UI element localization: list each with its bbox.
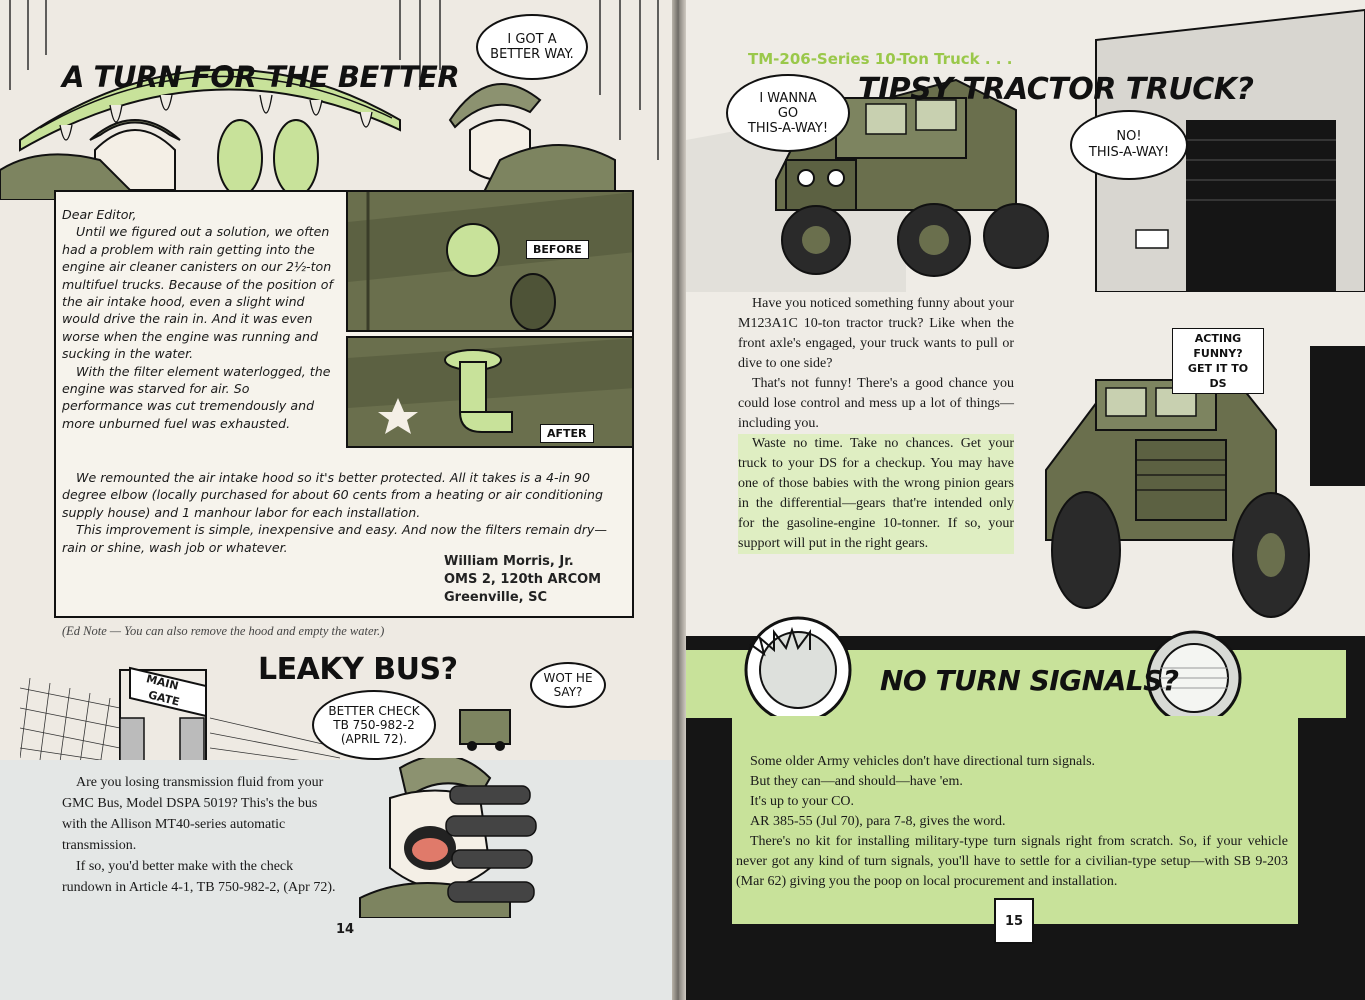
gate-sign-line-2: GATE (146, 688, 181, 709)
gate-sign-line-1: MAIN (144, 672, 180, 693)
truck-paragraph-1: Have you noticed something funny about your M123A1C 10-ton tractor truck? Like when the front axle's engaged, your truck wants to pull or dive to one side? (738, 296, 1014, 371)
acting-funny-line-1: ACTING FUNNY? (1193, 332, 1243, 360)
speech-bubble-wot: WOT HE SAY? (530, 662, 606, 708)
shouting-soldier-illustration (340, 758, 672, 918)
before-truck-illustration (348, 192, 634, 332)
tipsy-title: TIPSY TRACTOR TRUCK? (858, 72, 1254, 107)
bus-article-body (62, 772, 340, 898)
turn-line-3: It's up to your CO. (750, 794, 855, 809)
page-number-box (994, 898, 1034, 944)
speech-bubble-no: NO! THIS-A-WAY! (1070, 110, 1188, 180)
page-edge-tab (1310, 346, 1365, 486)
signature-unit: OMS 2, 120th ARCOM (444, 572, 602, 587)
acting-funny-sign (1172, 328, 1264, 394)
letter-paragraph-3: We remounted the air intake hood so it's better protected. All it takes is a 4-in 90 degree elbow (locally purchased for about 60 cents from a heating or air conditioning supply house) and 1 manhour labor for each installation. (62, 470, 603, 520)
letter-body-wide (62, 469, 628, 556)
letter-body-narrow (62, 206, 334, 432)
page-number-left: 14 (336, 922, 355, 937)
truck-paragraph-2: That's not funny! There's a good chance you could lose control and mess up a lot of things—including you. (738, 376, 1014, 431)
page-title: A TURN FOR THE BETTER (62, 60, 460, 94)
signature-name: William Morris, Jr. (444, 554, 574, 569)
truck-article-body (738, 294, 1014, 554)
truck-paragraph-3: Waste no time. Take no chances. Get your truck to your DS for a checkup. You may have one of those babies with the wrong pinion gears in the differential—gears that're intended only for the gasoline-engine 10-tonner. If so, your support will put in the right gears. (738, 434, 1014, 554)
letter-paragraph-4: This improvement is simple, inexpensive and easy. And now the filters remain dry—rain or shine, wash job or whatever. (62, 522, 607, 555)
turn-signals-title: NO TURN SIGNALS? (880, 664, 1179, 697)
turn-signals-body (732, 716, 1298, 924)
bus-paragraph-2: If so, you'd better make with the check rundown in Article 4-1, TB 750-982-2, (Apr 72). (62, 859, 336, 895)
turn-line-4: AR 385-55 (Jul 70), para 7-8, gives the word. (750, 814, 1006, 829)
article-kicker: TM-206-Series 10-Ton Truck . . . (748, 50, 1013, 68)
turn-line-1: Some older Army vehicles don't have directional turn signals. (750, 754, 1096, 769)
book-gutter (672, 0, 686, 1000)
left-page (0, 0, 672, 1000)
speech-bubble-wanna: I WANNA GO THIS-A-WAY! (726, 74, 850, 152)
letter-signature (444, 553, 634, 607)
broken-lamp-icon (736, 614, 860, 726)
after-label: AFTER (540, 424, 594, 443)
letter-paragraph-1: Until we figured out a solution, we often had a problem with rain getting into the engine air cleaner canisters on our 2½-ton multifuel trucks. Because of the position of the air intake hood, even a slight wind would drive the rain in. And it was even worse when the engine was running and sucking in the water. (62, 224, 333, 362)
before-photo (346, 190, 634, 332)
bus-section-title: LEAKY BUS? (258, 652, 458, 687)
speech-bubble-better-way: I GOT A BETTER WAY. (476, 14, 588, 80)
page-number-right: 15 (1004, 913, 1024, 929)
speech-bubble-check: BETTER CHECK TB 750-982-2 (APRIL 72). (312, 690, 436, 760)
editor-note: (Ed Note — You can also remove the hood and empty the water.) (62, 624, 385, 638)
signature-place: Greenville, SC (444, 590, 547, 605)
bus-paragraph-1: Are you losing transmission fluid from your GMC Bus, Model DSPA 5019? This's the bus with the Allison MT40-series automatic transmission. (62, 775, 324, 853)
acting-funny-line-2: GET IT TO DS (1187, 362, 1249, 390)
after-photo (346, 336, 634, 448)
letter-salutation: Dear Editor, (62, 207, 137, 222)
turn-paragraph: There's no kit for installing military-type turn signals right from scratch. So, if your vehicle never got any kind of turn signals, you'll have to settle for a civilian-type setup—with SB 9-203 (Mar 62) giving you the poop on local procurement and installation. (736, 834, 1288, 889)
before-label: BEFORE (526, 240, 589, 259)
turn-line-2: But they can—and should—have 'em. (750, 774, 963, 789)
letter-paragraph-2: With the filter element waterlogged, the engine was starved for air. So performance was cut tremendously and more unburned fuel was exhausted. (62, 363, 331, 431)
